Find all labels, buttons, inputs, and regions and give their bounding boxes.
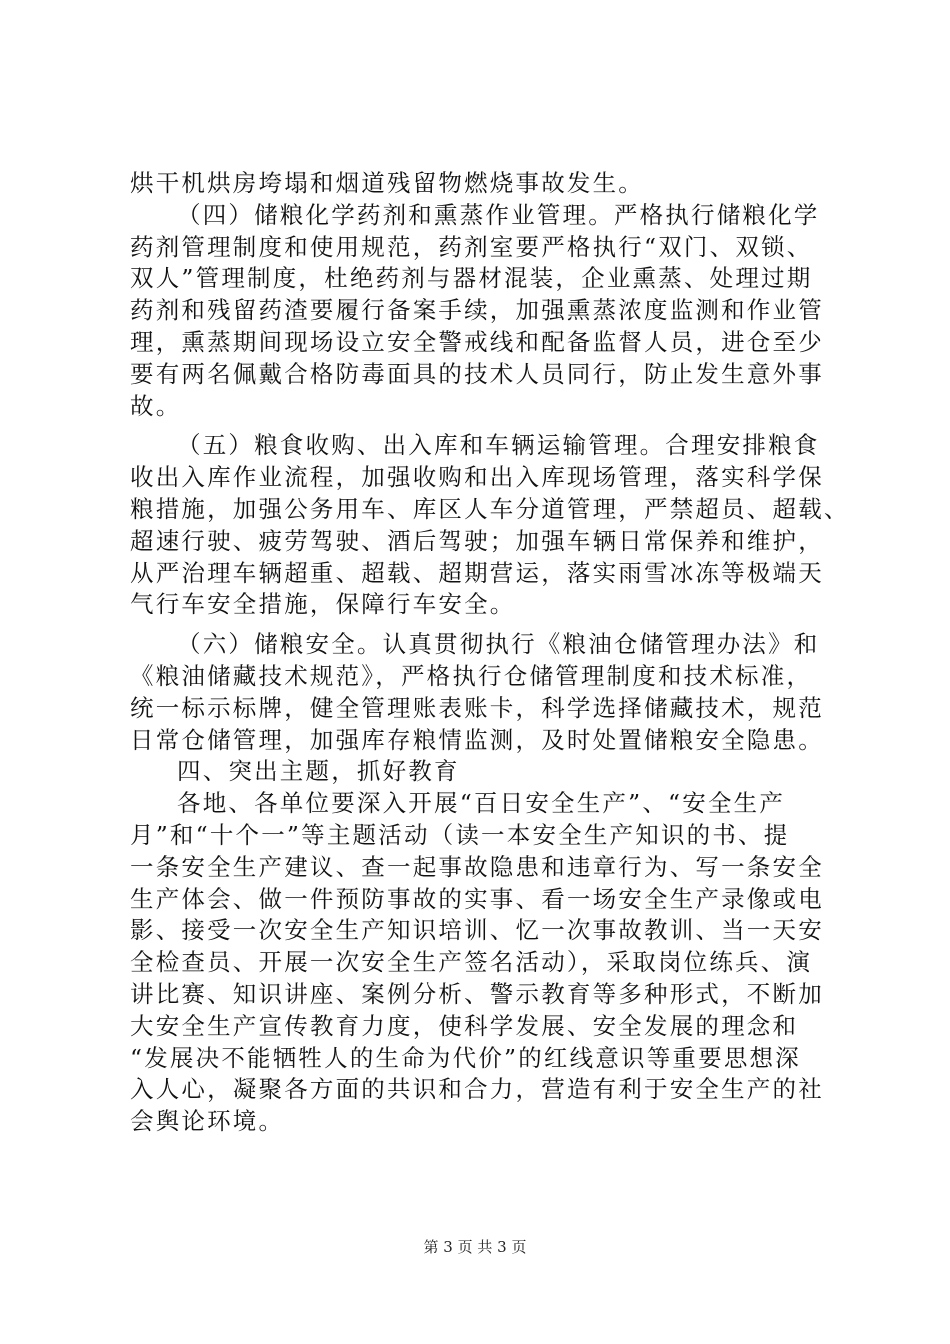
paragraph-spacer <box>130 621 830 629</box>
text-line: 各地、各单位要深入开展“百日安全生产”、“安全生产 <box>177 789 786 818</box>
text-line: 讲比赛、知识讲座、案例分析、警示教育等多种形式，不断加 <box>130 979 824 1008</box>
text-line: 从严治理车辆超重、超载、超期营运，落实雨雪冰冻等极端天 <box>130 558 824 587</box>
text-line: （六）储粮安全。认真贯彻执行《粮油仓储管理办法》和 <box>177 630 820 659</box>
text-line: 会舆论环境。 <box>130 1107 285 1136</box>
paragraph-section-4 <box>130 200 830 423</box>
text-line: 气行车安全措施，保障行车安全。 <box>130 590 516 619</box>
text-line: 要有两名佩戴合格防毒面具的技术人员同行，防止发生意外事 <box>130 359 824 388</box>
text-line: 大安全生产宣传教育力度，使科学发展、安全发展的理念和 <box>130 1011 799 1040</box>
text-line: 入人心，凝聚各方面的共识和合力，营造有利于安全生产的社 <box>130 1075 824 1104</box>
paragraph-section-5 <box>130 430 850 621</box>
text-line: 全检查员、开展一次安全生产签名活动），采取岗位练兵、演 <box>130 948 813 977</box>
text-line: （四）储粮化学药剂和熏蒸作业管理。严格执行储粮化学 <box>177 200 820 229</box>
text-line: 收出入库作业流程，加强收购和出入库现场管理，落实科学保 <box>130 463 824 492</box>
paragraph-section-6 <box>130 629 830 756</box>
text-line: 日常仓储管理，加强库存粮情监测，及时处置储粮安全隐患。 <box>130 725 824 754</box>
text-line: 粮措施，加强公务用车、库区人车分道管理，严禁超员、超载、 <box>130 494 850 523</box>
text-line: 理，熏蒸期间现场设立安全警戒线和配备监督人员，进仓至少 <box>130 327 824 356</box>
text-line: 月”和“十个一”等主题活动（读一本安全生产知识的书、提 <box>130 820 790 849</box>
section-heading <box>130 756 830 788</box>
text-line: 生产体会、做一件预防事故的实事、看一场安全生产录像或电 <box>130 884 824 913</box>
text-line: 一条安全生产建议、查一起事故隐患和违章行为、写一条安全 <box>130 852 824 881</box>
paragraph-continuation <box>130 168 830 200</box>
text-line: 烘干机烘房垮塌和烟道残留物燃烧事故发生。 <box>130 169 644 197</box>
text-line: 故。 <box>130 391 182 420</box>
heading-text: 四、突出主题，抓好教育 <box>177 757 460 786</box>
text-line: 《粮油储藏技术规范》，严格执行仓储管理制度和技术标准， <box>130 661 813 690</box>
paragraph-education <box>130 788 830 1138</box>
text-line: （五）粮食收购、出入库和车辆运输管理。合理安排粮食 <box>177 431 820 460</box>
text-line: 药剂管理制度和使用规范，药剂室要严格执行“双门、双锁、 <box>130 232 813 261</box>
text-line: 统一标示标牌，健全管理账表账卡，科学选择储藏技术，规范 <box>130 693 824 722</box>
paragraph-spacer <box>130 422 830 430</box>
page-number-label: 第 3 页 共 3 页 <box>423 1238 527 1256</box>
text-line: 药剂和残留药渣要履行备案手续，加强熏蒸浓度监测和作业管 <box>130 296 824 325</box>
document-body <box>130 168 850 1138</box>
page-footer <box>0 1236 950 1257</box>
text-line: 双人”管理制度，杜绝药剂与器材混装，企业熏蒸、处理过期 <box>130 264 813 293</box>
text-line: “发展决不能牺牲人的生命为代价”的红线意识等重要思想深 <box>130 1043 801 1072</box>
text-line: 超速行驶、疲劳驾驶、酒后驾驶；加强车辆日常保养和维护， <box>130 526 824 555</box>
text-line: 影、接受一次安全生产知识培训、忆一次事故教训、当一天安 <box>130 916 824 945</box>
